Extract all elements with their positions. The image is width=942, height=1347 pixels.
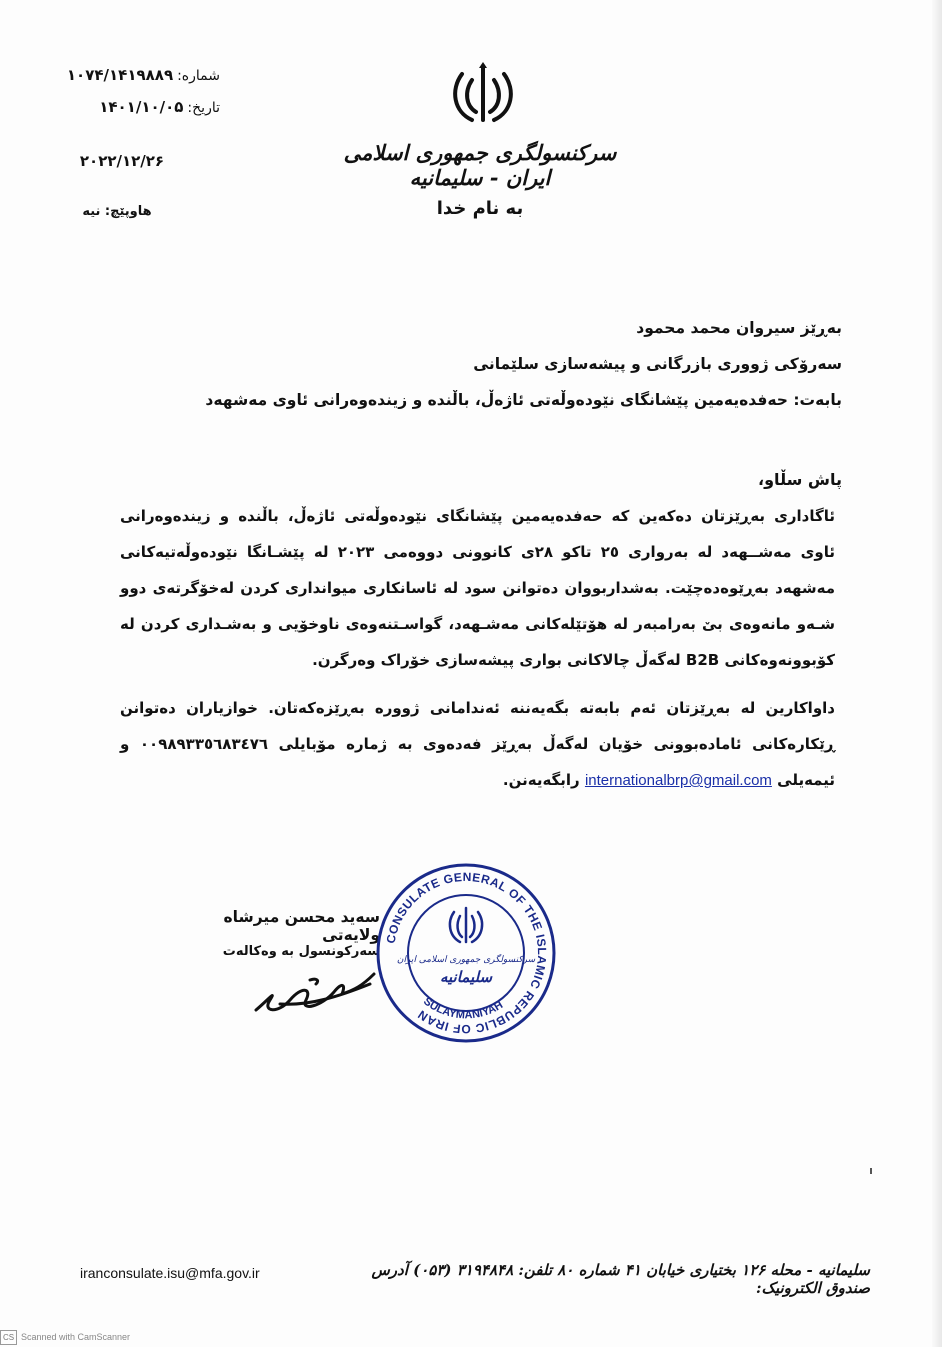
- iran-emblem-icon: [448, 60, 518, 130]
- paragraph-2-text: داواکارین لە بەڕێزتان ئەم بابەتە بگەیەننە ئەندامانی ژوورە بەڕێزەکەتان. خوازیاران دەتوانن ڕێکارەکانی ئامادەبوونی خۆیان لەگەڵ بەڕێز فەدەوی بە ژمارە مۆبایلی ٠٠٩٨٩٣٣٥٦٨٣٤٧٦ و ئیمەیلی: [120, 699, 835, 789]
- page-edge-shadow: [932, 0, 942, 1347]
- footer-address: سلیمانیه - محله ۱۲۶ بختیاری خیابان ۴۱ شماره ۸۰ تلفن: ۳۱۹۴۸۴۸ (۰۵۳) آدرس صندوق الکترونیک:: [371, 1261, 870, 1297]
- greeting: پاش سڵاو،: [758, 470, 842, 489]
- letter-footer: [80, 1261, 870, 1297]
- attachment-note: هاوپێچ: نیە: [82, 204, 152, 219]
- date-label: تاریخ:: [187, 100, 220, 116]
- seal-outer-text: CONSULATE GENERAL OF THE ISLAMIC REPUBLIC OF IRAN: [383, 869, 550, 1037]
- addressee-position: سەرۆکی ژووری بازرگانی و پیشەسازی سلێمانی: [473, 355, 842, 373]
- body-paragraph-2: [120, 690, 835, 799]
- scan-mark: [870, 1168, 872, 1174]
- footer-email-link[interactable]: iranconsulate.isu@mfa.gov.ir: [80, 1265, 260, 1281]
- scanner-watermark: [0, 1328, 130, 1346]
- camscanner-icon: CS: [0, 1330, 17, 1345]
- seal-bottom-text: SULAYMANIYAH: [421, 995, 506, 1022]
- gregorian-date: ۲۰۲۲/۱۲/۲۶: [79, 152, 165, 170]
- number-value: ۱۰۷۴/۱۴۱۹۸۸۹: [66, 66, 174, 84]
- paragraph-2-end: رابگەیەنن.: [502, 771, 580, 789]
- signatory-name: سەید محسن میرشاه ولایەتی: [223, 908, 380, 944]
- body-paragraph-1: ئاگاداری بەڕێزتان دەکەین کە حەفدەیەمین پێشانگای نێودەوڵەتی ئاژەڵ، باڵندە و زیندەوەرانی ئاوی مەشــهەد لە بەرواری ٢٥ تاکو ٢٨ی کانوونی دووەمی ٢٠٢٣ لە پێشـانگا نێودەوڵەتیەکانی مەشهەد بەڕێوەدەچێت. بەشداربووان دەتوانن سود لە ئاسانکاری میوانداری کردن لەخۆگرتەی دوو شـەو مانەوەی بێ بەرامبەر لە هۆتێلەکانی مەشـهەد، گواسـتنەوەی ناوخۆیی و بەشـداری کردن لە کۆبوونەوەکانی B2B لەگەڵ چالاکانی بواری پیشەسازی خۆراک وەرگرن.: [120, 507, 835, 669]
- date-value: ۱۴۰۱/۱۰/۰۵: [99, 98, 184, 116]
- bismillah: به نام خدا: [436, 198, 524, 219]
- addressee-name: بەڕێز سیروان محمد محمود: [636, 319, 842, 337]
- handwritten-signature: [250, 960, 380, 1030]
- letter-subject: بابەت: حەفدەیەمین پێشانگای نێودەوڵەتی ئاژەڵ، باڵندە و زیندەوەرانی ئاوی مەشهەد: [205, 391, 842, 409]
- consulate-seal: [375, 862, 557, 1044]
- signatory-title: سەرکونسول بە وەکالەت: [222, 944, 380, 959]
- letter-number: [30, 66, 220, 84]
- seal-inner-line1: سرکنسولگری جمهوری اسلامی ایران: [396, 955, 536, 965]
- letter-date: [30, 98, 220, 116]
- scanner-text: Scanned with CamScanner: [21, 1332, 131, 1342]
- seal-inner-line2: سلیمانیه: [439, 968, 493, 986]
- number-label: شماره:: [177, 68, 220, 84]
- ministry-name: سرکنسولگری جمهوری اسلامی ایران - سلیمانیه: [343, 140, 617, 190]
- contact-email-link[interactable]: internationalbrp@gmail.com: [584, 772, 772, 789]
